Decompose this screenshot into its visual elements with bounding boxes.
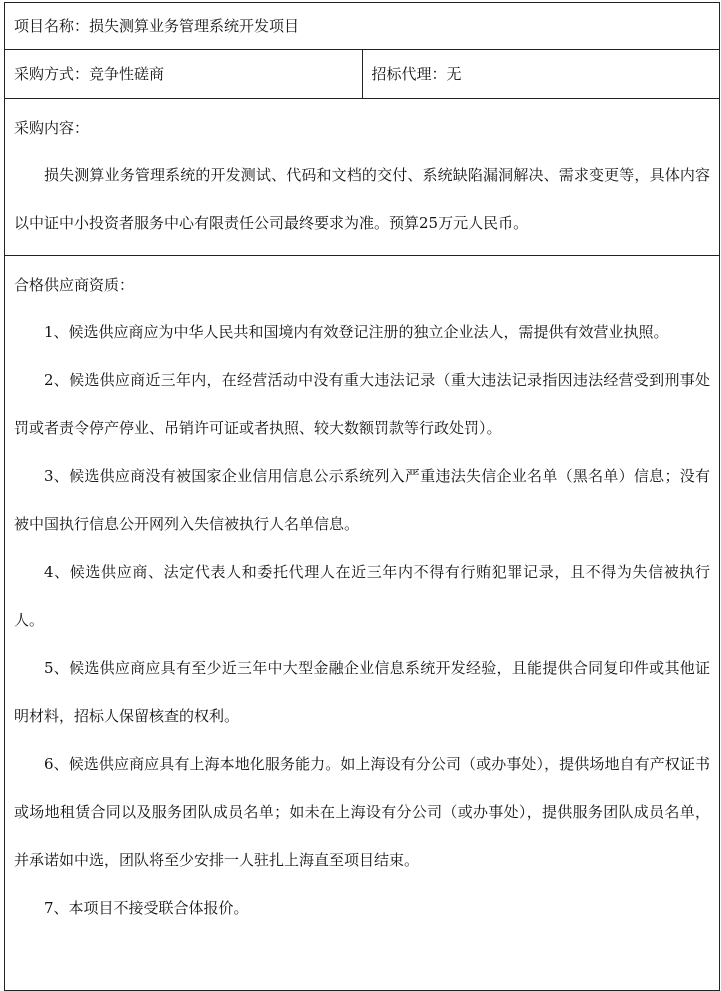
- procurement-content-text: 损失测算业务管理系统的开发测试、代码和文档的交付、系统缺陷漏洞解决、需求变更等，具体内容以中证中小投资者服务中心有限责任公司最终要求为准。预算25万元人民币。: [14, 166, 710, 232]
- procurement-table: [4, 2, 720, 991]
- procurement-content-label: 采购内容：: [14, 119, 90, 137]
- procurement-method-label: 采购方式：: [14, 65, 90, 83]
- qualifications-cell: [5, 256, 720, 991]
- qualification-item: 7、本项目不接受联合体报价。: [44, 899, 249, 917]
- project-name-label: 项目名称：: [14, 17, 90, 35]
- qualification-item: 5、候选供应商应具有至少近三年中大型金融企业信息系统开发经验，且能提供合同复印件或其他证明材料，招标人保留核查的权利。: [14, 659, 710, 725]
- qualification-item: 1、候选供应商应为中华人民共和国境内有效登记注册的独立企业法人，需提供有效营业执照。: [44, 323, 669, 341]
- qualification-item: 3、候选供应商没有被国家企业信用信息公示系统列入严重违法失信企业名单（黑名单）信息；没有被中国执行信息公开网列入失信被执行人名单信息。: [14, 467, 710, 533]
- procurement-content-row: [5, 99, 720, 256]
- qualification-item: 2、候选供应商近三年内，在经营活动中没有重大违法记录（重大违法记录指因违法经营受到刑事处罚或者责令停产停业、吊销许可证或者执照、较大数额罚款等行政处罚）。: [14, 371, 710, 437]
- qualifications-row: [5, 256, 720, 991]
- qualification-item: 6、候选供应商应具有上海本地化服务能力。如上海设有分公司（或办事处），提供场地自有产权证书或场地租赁合同以及服务团队成员名单；如未在上海设有分公司（或办事处），提供服务团队成员名单，并承诺如中选，团队将至少安排一人驻扎上海直至项目结束。: [14, 755, 710, 869]
- procurement-method-cell: [5, 50, 363, 99]
- tender-agent-cell: [362, 50, 720, 99]
- procurement-method-row: [5, 50, 720, 99]
- tender-agent-value: 无: [446, 65, 462, 83]
- procurement-method-value: 竞争性磋商: [89, 65, 165, 83]
- tender-agent-label: 招标代理：: [371, 65, 447, 83]
- project-name-value: 损失测算业务管理系统开发项目: [89, 17, 300, 35]
- qualification-item: 4、候选供应商、法定代表人和委托代理人在近三年内不得有行贿犯罪记录，且不得为失信被执行人。: [14, 563, 710, 629]
- qualifications-label: 合格供应商资质：: [14, 276, 135, 294]
- procurement-content-cell: [5, 99, 720, 256]
- project-name-row: [5, 3, 720, 50]
- project-name-cell: [5, 3, 720, 50]
